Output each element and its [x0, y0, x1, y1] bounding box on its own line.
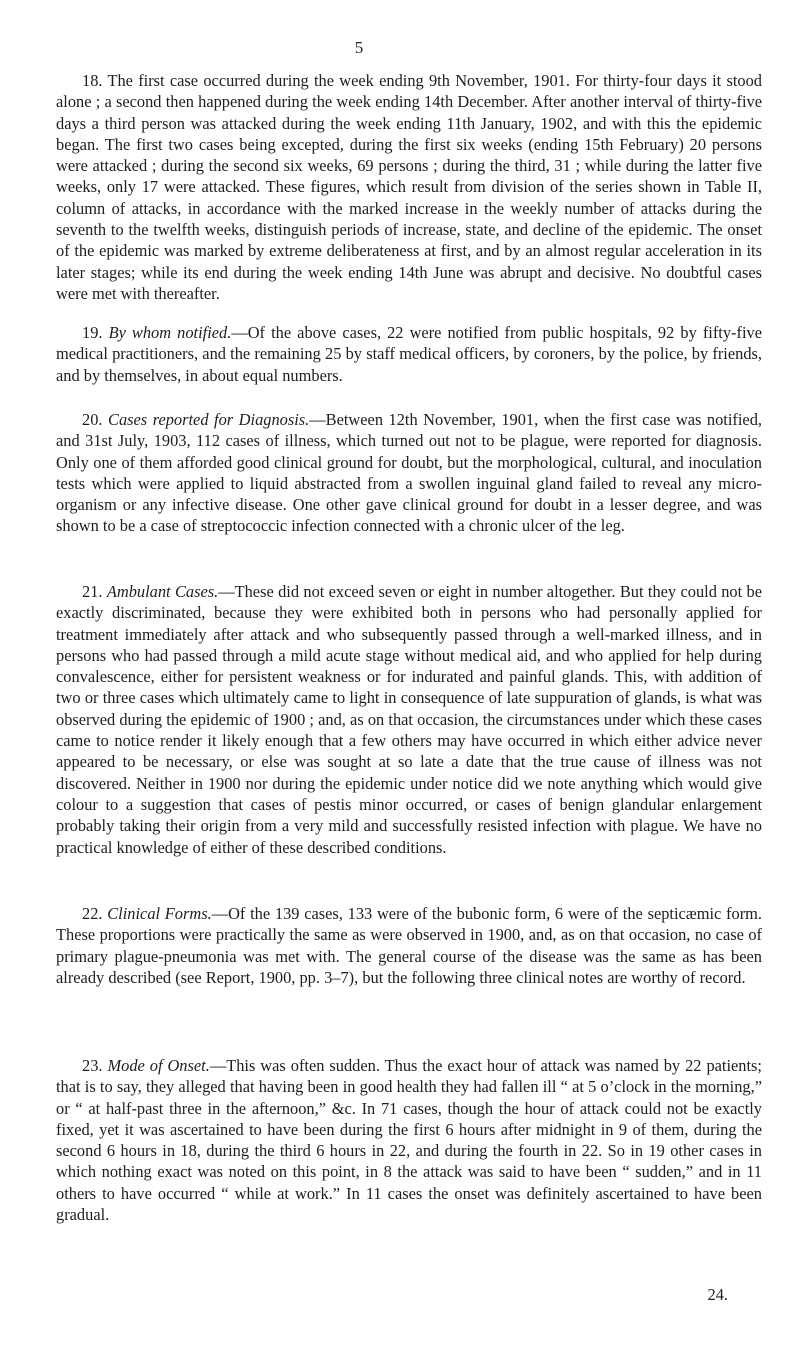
paragraph-number: 18.	[82, 71, 103, 90]
paragraph-number: 19.	[82, 323, 103, 342]
paragraph-number: 20.	[82, 410, 103, 429]
paragraph-heading: Mode of Onset.	[107, 1056, 210, 1075]
paragraph-text: —Of the 139 cases, 133 were of the bubonic form, 6 were of the septicæmic form. These proportions were practically the same as were observed in 1900, and, as on that occasion, no case of primary plague-pneumonia was met with. The general course of the disease was the same as has been already described (see Report, 1900, pp. 3–7), but the following three clinical notes are worthy of record.	[56, 904, 763, 987]
paragraph-21	[56, 581, 762, 858]
paragraph-number: 23.	[82, 1056, 103, 1075]
paragraph-20	[56, 409, 762, 537]
paragraph-text: —Of the above cases, 22 were notified from public hospitals, 92 by fifty-five medical practitioners, and the remaining 25 by staff medical officers, by coroners, by the police, by friends, and by themselves, in about equal numbers.	[56, 323, 762, 385]
paragraph-19	[56, 322, 762, 386]
paragraph-text: —These did not exceed seven or eight in number altogether. But they could not be exactly discriminated, because they were exhibited both in persons who had personally applied for treatment immediately after attack and who subsequently passed through a well-marked illness, and in persons who had passed through a mild acute stage without medical aid, and who applied for help during convalescence, either for persistent weakness or for indurated and painful glands. This, with addition of two or three cases which ultimately came to light in consequence of late suppuration of glands, is what was observed during the epidemic of 1900 ; and, as on that occasion, the circumstances under which these cases came to notice render it likely enough that a few others may have occurred in which either advice never appeared to be necessary, or else was sought at so late a date that the true cause of illness was not discovered. Neither in 1900 nor during the epidemic under notice did we note anything which would give colour to a suggestion that cases of pestis minor occurred, or cases of benign glandular enlargement probably taking their origin from a very mild and successfully resisted infection with plague. We have no practical knowledge of either of these described conditions.	[56, 582, 762, 857]
paragraph-heading: Cases reported for Diagnosis.	[108, 410, 310, 429]
paragraph-22	[56, 903, 762, 988]
paragraph-text: —Between 12th November, 1901, when the first case was notified, and 31st July, 1903, 112 cases of illness, which turned out not to be plague, were reported for diagnosis. Only one of them afforded good clinical ground for doubt, but the morphological, cultural, and inoculation tests which were applied to liquid abstracted from a swollen inguinal gland failed to reveal any micro-organism or any infective disease. One other gave clinical ground for doubt in a lesser degree, and was shown to be a case of streptococcic infection connected with a chronic ulcer of the leg.	[56, 410, 762, 536]
paragraph-text: —This was often sudden. Thus the exact hour of attack was named by 22 patients; that is to say, they alleged that having been in good health they had fallen ill “ at 5 o’clock in the morning,” or “ at half-past three in the afternoon,” &c. In 71 cases, though the hour of attack could not be exactly fixed, yet it was ascertained to have been during the first 6 hours after midnight in 9 of them, during the second 6 hours in 18, during the third 6 hours in 22, and during the fourth in 22. So in 19 other cases in which nothing exact was noted on this point, in 8 the attack was said to have been “ sudden,” and in 11 others to have occurred “ while at work.” In 11 cases the onset was definitely ascertained to have been gradual.	[56, 1056, 762, 1225]
catchword: 24.	[707, 1285, 728, 1304]
paragraph-18	[56, 70, 762, 304]
paragraph-heading: By whom notified.	[108, 323, 232, 342]
paragraph-heading: Ambulant Cases.	[106, 582, 219, 601]
paragraph-number: 22.	[82, 904, 103, 923]
paragraph-23	[56, 1055, 762, 1225]
paragraph-text: The first case occurred during the week ending 9th November, 1901. For thirty-four days it stood alone ; a second then happened during the week ending 14th December. After another interval of thirty-five days a third person was attacked during the week ending 11th January, 1902, and with this the epidemic began. The first two cases being excepted, during the first six weeks (ending 15th February) 20 persons were attacked ; during the second six weeks, 69 persons ; during the third, 31 ; while during the latter five weeks, only 17 were attacked. These figures, which result from division of the series shown in Table II, column of attacks, in accordance with the marked increase in the weekly number of attacks during the seventh to the twelfth weeks, distinguish periods of increase, state, and decline of the epidemic. The onset of the epidemic was marked by extreme deliberateness at first, and by an almost regular acceleration in its later stages; while its end during the week ending 14th June was abrupt and decisive. No doubtful cases were met with thereafter.	[56, 71, 762, 303]
page-number: 5	[354, 38, 364, 57]
paragraph-heading: Clinical Forms.	[107, 904, 212, 923]
paragraph-number: 21.	[82, 582, 103, 601]
